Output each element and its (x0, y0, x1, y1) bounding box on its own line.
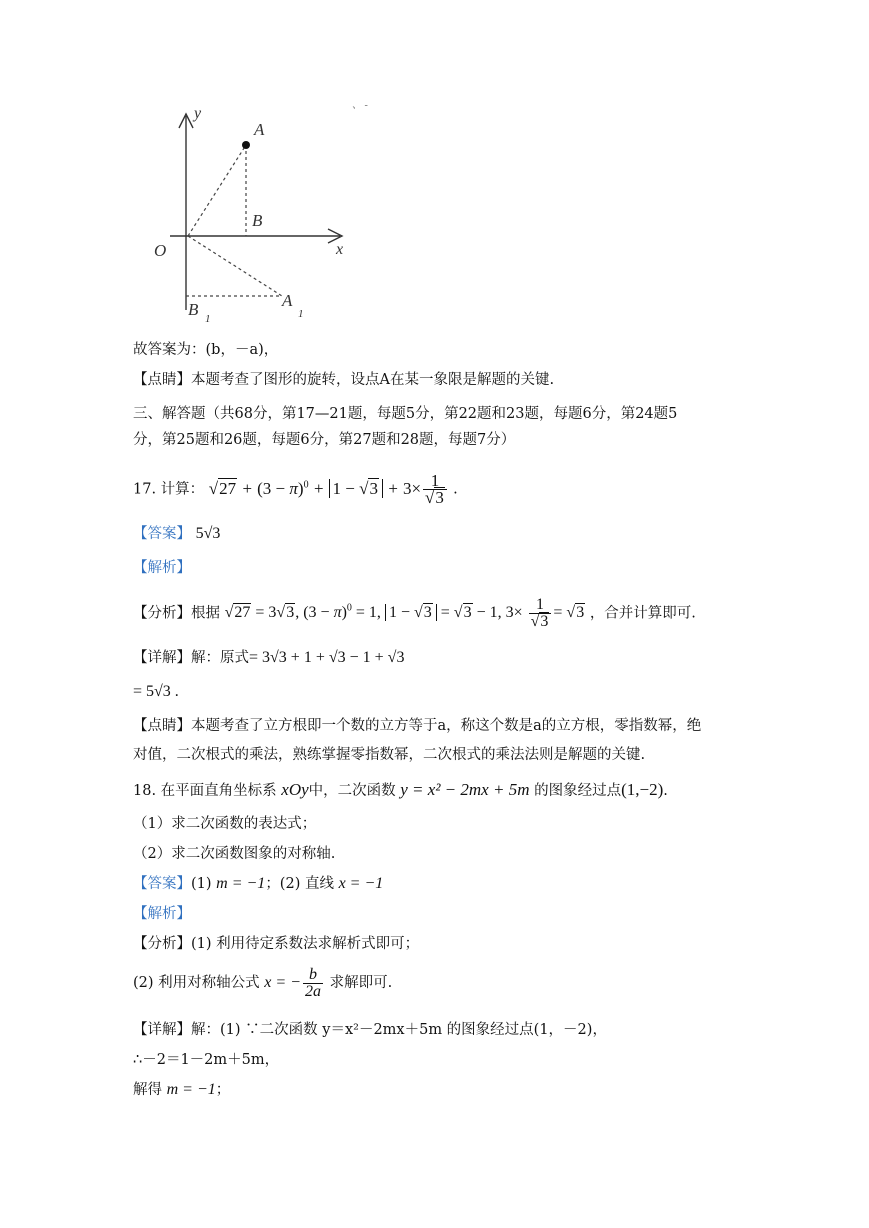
label-a1-sub: 1 (298, 308, 304, 320)
q18-detail-3-prefix: 解得 (133, 1082, 162, 1098)
q18-answer-p1: (1) (191, 876, 212, 892)
q18-fenxi-2-fraction (303, 967, 323, 1000)
q18-answer-p2: ；(2) 直线 (265, 876, 334, 892)
q17-expression: $√27 + (3 - \pi)^0 + 1 - √3 + 3\times$ $\frac{1}{√3}$ (209, 479, 453, 498)
q18-fenxi-2-x: x = − (264, 974, 301, 991)
q18-answer-m: m = −1 (216, 875, 266, 892)
label-b1: B (188, 300, 199, 319)
point-a (242, 141, 250, 149)
q18-fenxi-2-tail: 求解即可. (329, 975, 393, 991)
segment-oa1 (188, 236, 282, 296)
section-3-line-2: 分，第25题和26题，每题6分，第27题和28题，每题7分） (133, 432, 516, 448)
q18-fenxi-2-prefix: (2) 利用对称轴公式 (133, 975, 260, 991)
q17-comment-text-1: 本题考查了立方根即一个数的立方等于a，称这个数是a的立方根，零指数幂，绝 (191, 718, 702, 734)
comment-16-tag: 【点睛】 (133, 372, 191, 388)
q17-comment-tag: 【点睛】 (133, 718, 191, 734)
segment-oa (188, 145, 246, 236)
q18-detail-3 (133, 1080, 230, 1100)
q17-fenxi-tail: ，合并计算即可. (589, 605, 696, 622)
q17-detail-tag: 【详解】 (133, 650, 191, 666)
q18-mid: 中，二次函数 (308, 783, 396, 799)
q18-mid2: 的图象经过点 (534, 783, 622, 799)
q18-fenxi-2-den: 2a (304, 982, 321, 1000)
q18-func: y = x² − 2mx + 5m (400, 780, 530, 799)
q18-detail-3-m: m = −1 (166, 1081, 216, 1098)
q17-fenxi-prefix: 根据 (191, 605, 220, 622)
q18-fenxi-tag: 【分析】 (133, 936, 191, 952)
q18-detail-tag: 【详解】 (133, 1022, 191, 1038)
label-x: x (336, 241, 344, 258)
q17-jiexi-tag: 【解析】 (133, 560, 191, 576)
q17-detail-expr: = 3√3 + 1 + √3 − 1 + √3 (249, 649, 405, 666)
label-a1: A (282, 291, 293, 310)
q18-detail-1-text: 解：(1) ∵二次函数 y＝x²－2mx＋5m 的图象经过点(1，－2)， (191, 1022, 607, 1038)
label-b1-sub: 1 (205, 313, 211, 325)
label-y: y (194, 105, 202, 122)
q18-sub-1: （1）求二次函数的表达式； (133, 816, 317, 832)
q17-tail: . (453, 481, 458, 498)
q17-fenxi-tag: 【分析】 (133, 605, 191, 622)
q18-answer-tag: 【答案】 (133, 876, 191, 892)
section-3-line-1: 三、解答题（共68分，第17—21题，每题5分，第22题和23题，每题6分，第24题5 (133, 406, 678, 422)
q17-comment-line-1 (133, 716, 701, 736)
q18-fenxi-2-num: b (303, 967, 323, 984)
q17-answer-tag: 【答案】 (133, 526, 191, 542)
q18-prefix: 18. 在平面直角坐标系 (133, 783, 277, 799)
q17-prefix: 17. 计算： (133, 481, 205, 498)
q18-fenxi-1: (1) 利用待定系数法求解析式即可； (191, 936, 420, 952)
q17-detail (133, 648, 404, 668)
comment-16-text: 本题考查了图形的旋转，设点A在某一象限是解题的关键. (191, 372, 555, 388)
question-18 (133, 778, 668, 803)
answer-16: 故答案为：(b，－a)， (133, 342, 279, 358)
q18-jiexi-tag: 【解析】 (133, 906, 191, 922)
q17-result-value: = 5√3 . (133, 683, 179, 700)
label-b: B (252, 211, 263, 230)
comment-16 (133, 370, 554, 390)
q18-sub-2: （2）求二次函数图象的对称轴. (133, 846, 336, 862)
q18-analysis-1 (133, 934, 419, 954)
label-o: O (154, 241, 167, 260)
coordinate-figure (0, 0, 869, 340)
q17-analysis (133, 594, 696, 630)
q18-analysis-2 (133, 966, 392, 1000)
q17-detail-prefix: 解：原式 (191, 650, 249, 666)
label-a: A (254, 120, 265, 139)
q18-tail: . (663, 783, 668, 799)
stray-mark: 、 - (352, 100, 368, 111)
q18-answer (133, 874, 383, 894)
q17-answer-value: 5√3 (195, 525, 221, 542)
q18-answer-x: x = −1 (338, 875, 384, 892)
q17-fenxi-expr: √27 = 3√3, $(3 - \pi)^0 = 1$, 1 − √3 = √3 − 1, 3× $\frac{1}{√3}$ = √3 (224, 596, 585, 631)
q18-detail-1 (133, 1020, 607, 1040)
q18-coord: xOy (281, 780, 309, 799)
q18-point: (1,−2) (621, 780, 664, 799)
question-17 (133, 470, 458, 506)
q17-answer (133, 524, 220, 544)
q18-detail-2: ∴－2＝1－2m＋5m， (133, 1052, 280, 1068)
q17-result (133, 682, 179, 702)
q17-comment-line-2: 对值，二次根式的乘法，熟练掌握零指数幂，二次根式的乘法法则是解题的关键. (133, 747, 646, 763)
q18-detail-3-tail: ； (215, 1082, 231, 1098)
